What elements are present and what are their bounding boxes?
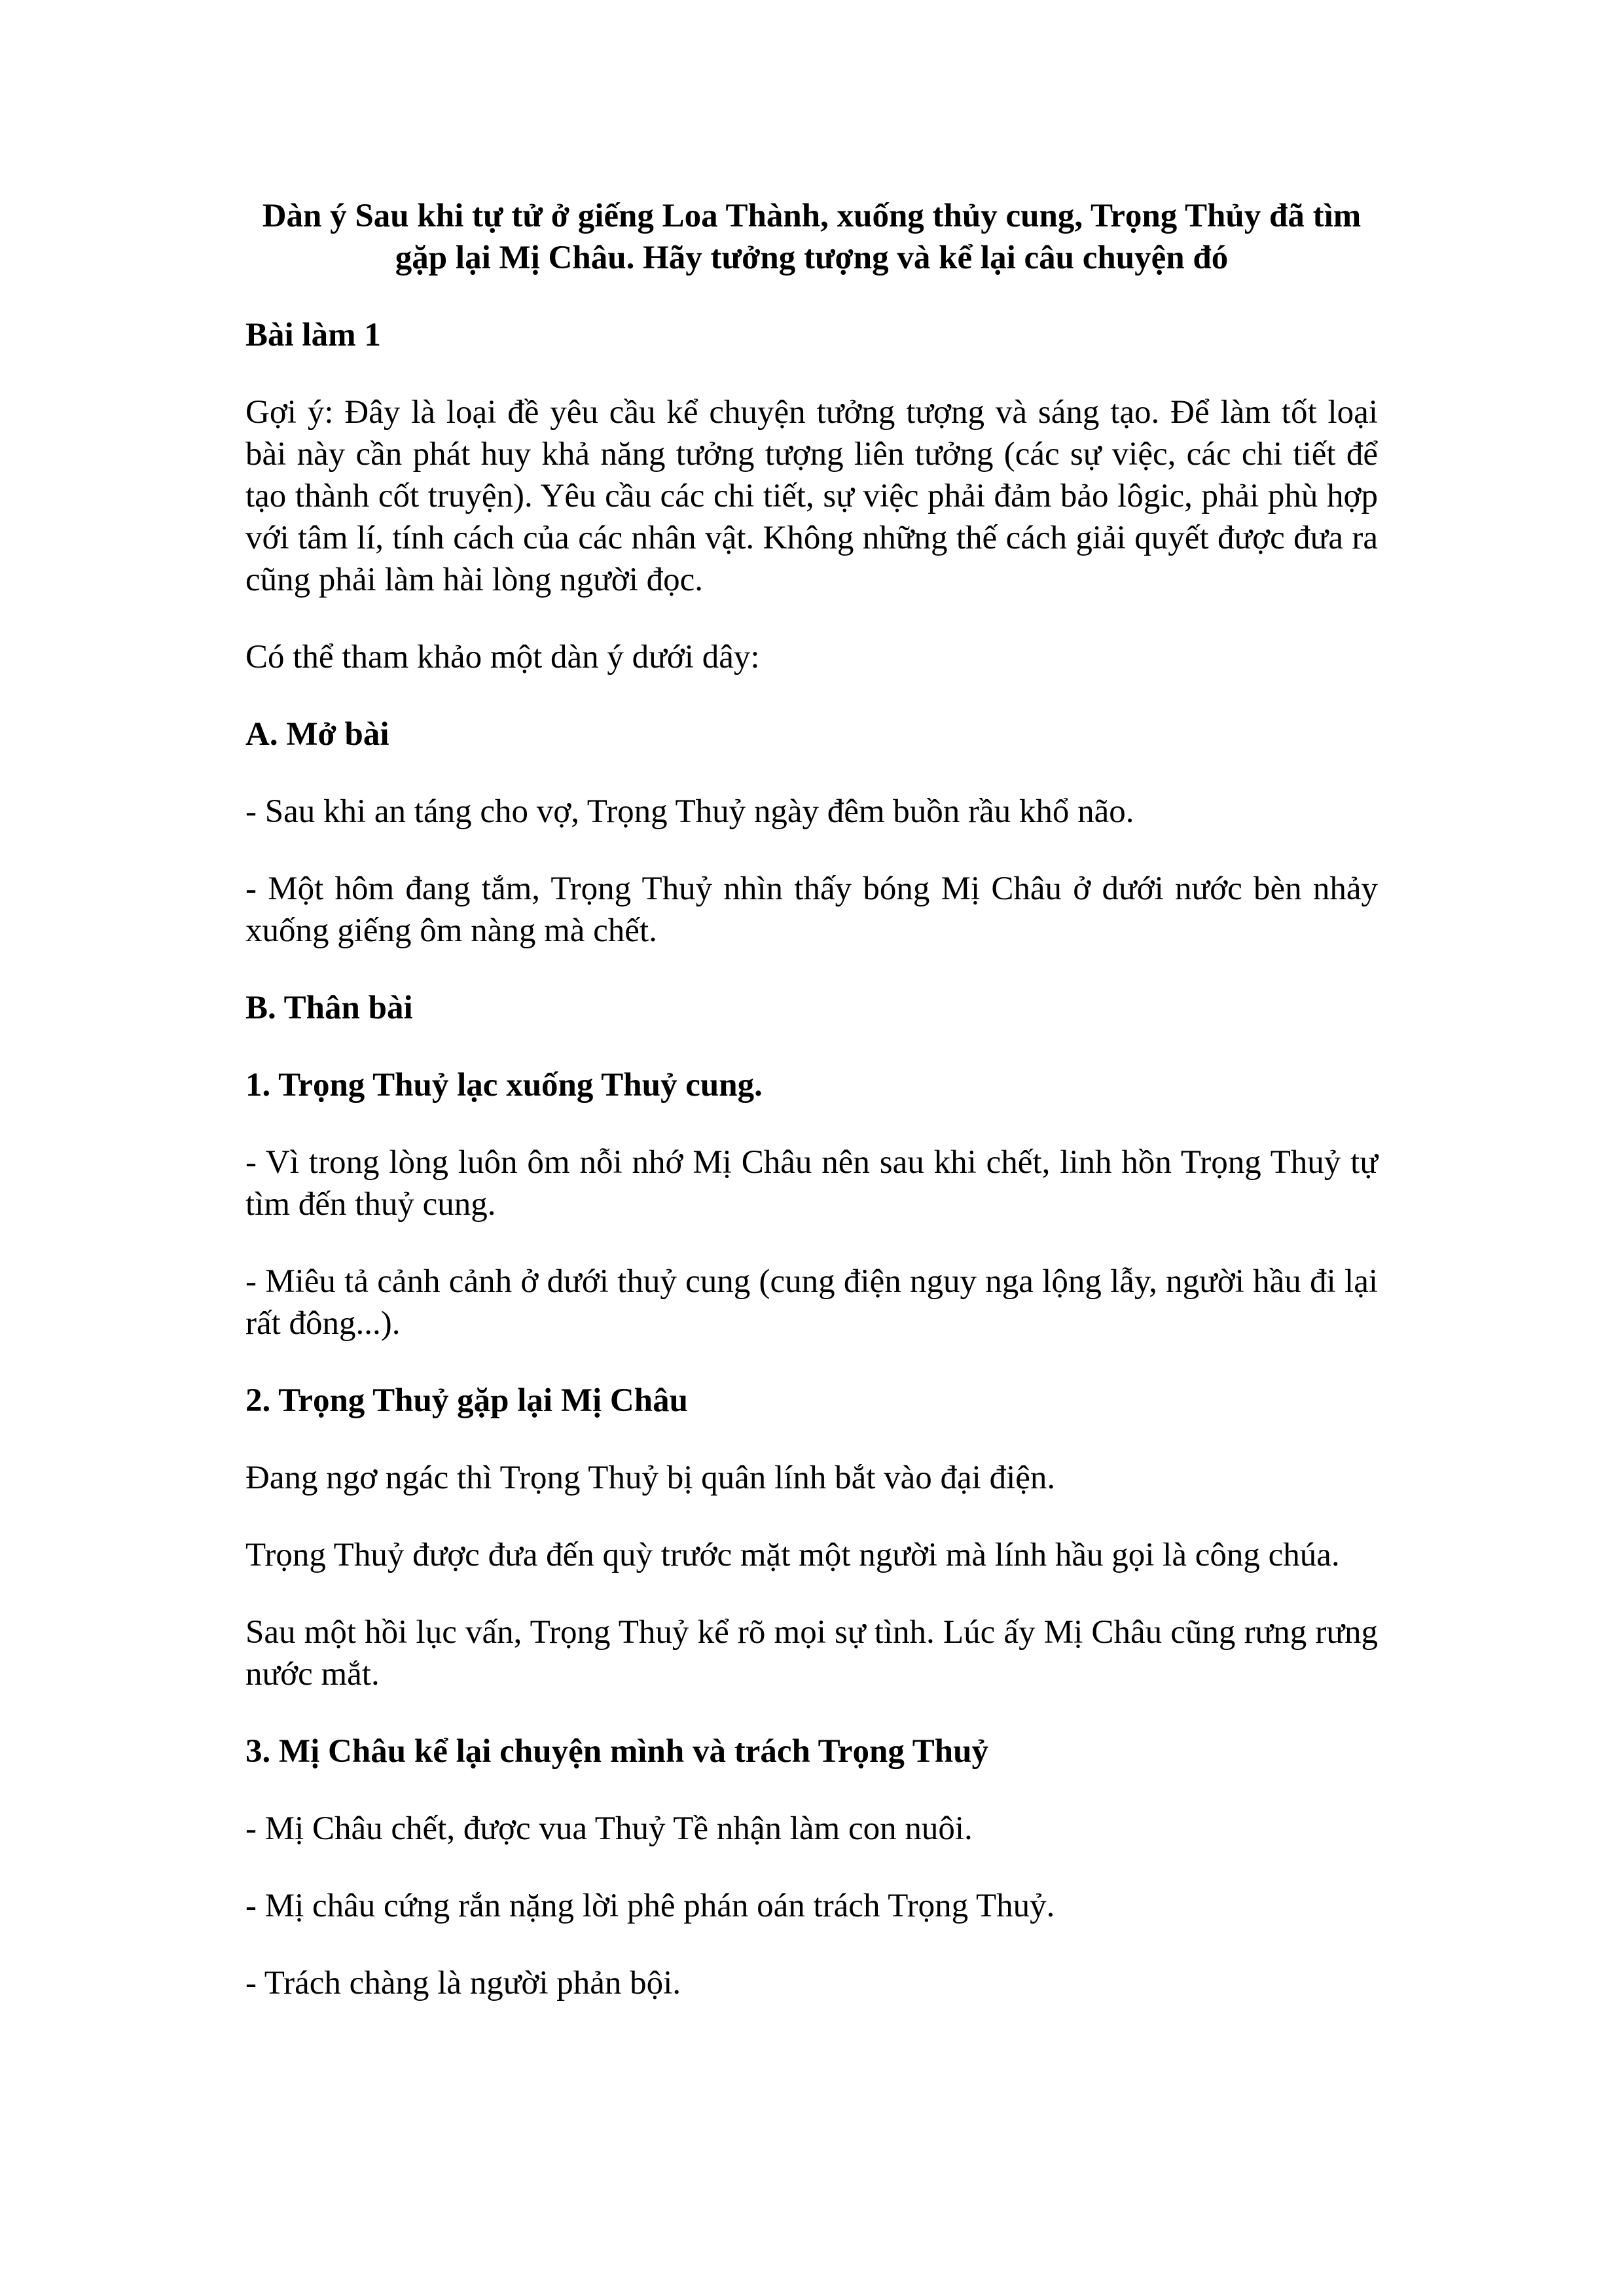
document-body [245,195,1378,2039]
paragraph-goi-y: Gợi ý: Đây là loại đề yêu cầu kể chuyện tưởng tượng và sáng tạo. Để làm tốt loại bài này cần phát huy khả năng tưởng tượng liên tưởng (các sự việc, các chi tiết để tạo thành cốt truyện). Yêu cầu các chi tiết, sự việc phải đảm bảo lôgic, phải phù hợp với tâm lí, tính cách của các nhân vật. Không những thế cách giải quyết được đưa ra cũng phải làm hài lòng người đọc. [245,394,1378,598]
section-heading-than-bai: B. Thân bài [245,990,413,1026]
subsection-heading-3: 3. Mị Châu kể lại chuyện mình và trách Trọng Thuỷ [245,1733,988,1770]
bullet-item: - Miêu tả cảnh cảnh ở dưới thuỷ cung (cung điện nguy nga lộng lẫy, người hầu đi lại rất đông...). [245,1263,1378,1342]
bullet-item: - Một hôm đang tắm, Trọng Thuỷ nhìn thấy bóng Mị Châu ở dưới nước bèn nhảy xuống giếng ôm nàng mà chết. [245,870,1378,949]
bullet-item: - Sau khi an táng cho vợ, Trọng Thuỷ ngày đêm buồn rầu khổ não. [245,793,1134,830]
bullet-item: - Vì trong lòng luôn ôm nỗi nhớ Mị Châu nên sau khi chết, linh hồn Trọng Thuỷ tự tìm đến thuỷ cung. [245,1144,1378,1223]
paragraph-tham-khao: Có thể tham khảo một dàn ý dưới dây: [245,639,760,675]
document-title: Dàn ý Sau khi tự tử ở giếng Loa Thành, xuống thủy cung, Trọng Thủy đã tìm gặp lại Mị Châu. Hãy tưởng tượng và kể lại câu chuyện đó [262,198,1362,276]
section-heading-bai-lam-1: Bài làm 1 [245,317,381,353]
paragraph: Đang ngơ ngác thì Trọng Thuỷ bị quân lính bắt vào đại điện. [245,1460,1056,1496]
paragraph: Sau một hồi lục vấn, Trọng Thuỷ kể rõ mọi sự tình. Lúc ấy Mị Châu cũng rưng rưng nước mắt. [245,1614,1378,1693]
subsection-heading-1: 1. Trọng Thuỷ lạc xuống Thuỷ cung. [245,1067,763,1103]
bullet-item: - Mị Châu chết, được vua Thuỷ Tề nhận làm con nuôi. [245,1810,973,1847]
section-heading-mo-bai: A. Mở bài [245,716,389,753]
bullet-item: - Trách chàng là người phản bội. [245,1965,681,2001]
paragraph: Trọng Thuỷ được đưa đến quỳ trước mặt một người mà lính hầu gọi là công chúa. [245,1537,1340,1573]
subsection-heading-2: 2. Trọng Thuỷ gặp lại Mị Châu [245,1382,688,1419]
bullet-item: - Mị châu cứng rắn nặng lời phê phán oán trách Trọng Thuỷ. [245,1888,1055,1924]
